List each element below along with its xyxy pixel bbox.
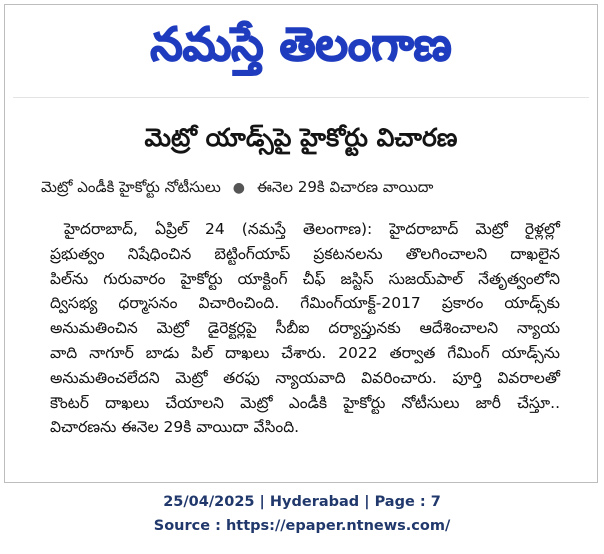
body-line: ప్రభుత్వం నిషేధించిన బెట్టింగ్‌యాప్ ప్రకటనలను తొలగించాలని దాఖలైన — [50, 244, 560, 263]
body-line: ద్విసభ్య ధర్మాసనం విచారించింది. గేమింగ్‌యాక్ట్-2017 ప్రకారం యాడ్స్‌కు — [50, 294, 560, 313]
article-subheads — [41, 175, 587, 200]
article-headline: మెట్రో యాడ్స్‌పై హైకోర్టు విచారణ — [144, 123, 458, 152]
body-line: అనుమతించిన మెట్రో డైరెక్టర్లపై సీబీఐ దర్యాప్తునకు ఆదేశించాలని న్యాయ — [50, 319, 560, 338]
body-line: హైదరాబాద్, ఏప్రిల్ 24 (నమస్తే తెలంగాణ): హైదరాబాద్ మెట్రో రైళ్లల్లో — [64, 220, 560, 238]
source-link: Source : https://epaper.ntnews.com/ — [153, 518, 451, 534]
newspaper-masthead: నమస్తే తెలంగాణ — [150, 17, 452, 71]
body-line: కౌంటర్ దాఖలు చేయాలని మెట్రో ఎండీకి హైకోర్టు నోటీసులు జారీ చేస్తూ.. — [50, 393, 560, 412]
date-location-page: 25/04/2025 | Hyderabad | Page : 7 — [163, 494, 441, 510]
body-line: విచారణను ఈనెల 29కి వాయిదా వేసింది. — [50, 418, 300, 437]
subhead-2: ఈనెల 29కి విచారణ వాయిదా — [256, 178, 434, 196]
divider — [13, 97, 589, 98]
body-line: అనుమతించలేదని మెట్రో తరఫు న్యాయవాది వివరించారు. పూర్తి వివరాలతో — [50, 368, 560, 387]
article-body — [50, 217, 560, 440]
body-line: వాది నాగూర్ బాడు పిల్ దాఖలు చేశారు. 2022 తర్వాత గేమింగ్ యాడ్స్‌ను — [50, 343, 560, 362]
body-line: పిల్‌ను గురువారం హైకోర్టు యాక్టింగ్ చీఫ్ జస్టిస్ సుజయ్‌పాల్ నేతృత్వంలోని — [50, 269, 560, 288]
source-footer — [0, 490, 604, 538]
bullet-icon: ● — [232, 180, 245, 196]
subhead-1: మెట్రో ఎండీకి హైకోర్టు నోటీసులు — [41, 178, 221, 196]
article-clipping — [4, 4, 598, 483]
